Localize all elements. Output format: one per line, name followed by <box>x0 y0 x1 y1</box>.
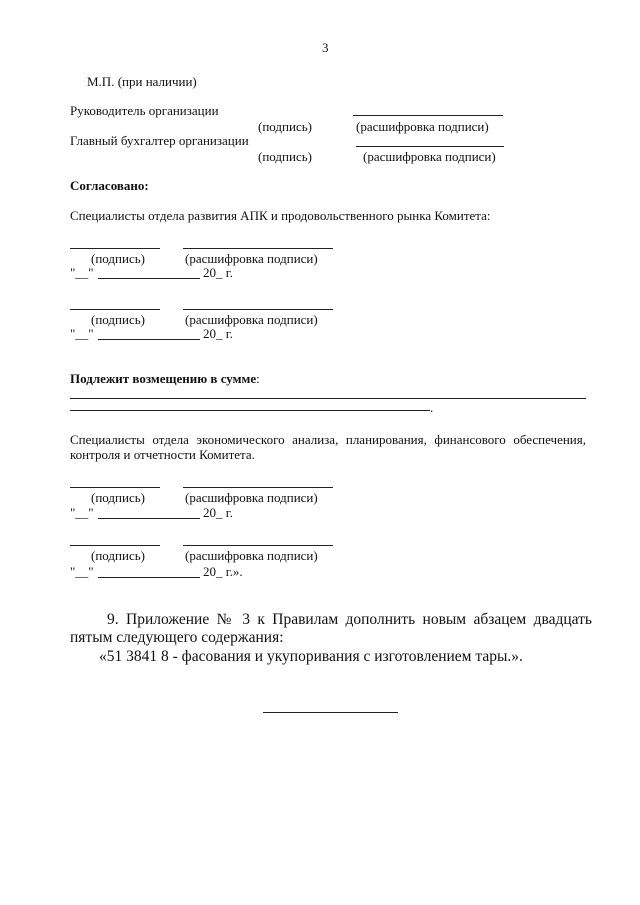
apk2-transcript-line <box>183 309 333 310</box>
econ2-signature-caption: (подпись) <box>91 548 145 563</box>
econ1-transcript-line <box>183 487 333 488</box>
head-transcript-caption: (расшифровка подписи) <box>356 119 489 134</box>
closing-separator-line <box>263 712 398 713</box>
econ2-date-month-line <box>98 577 200 578</box>
page-number: 3 <box>322 40 329 55</box>
apk2-transcript-caption: (расшифровка подписи) <box>185 312 318 327</box>
econ2-date-day: "__" <box>70 564 94 579</box>
head-transcript-line <box>353 115 503 116</box>
econ2-transcript-line <box>183 545 333 546</box>
amendment-line-3: «51 3841 8 - фасования и укупоривания с изготовлением тары.». <box>99 648 523 665</box>
chief-accountant-label: Главный бухгалтер организации <box>70 133 249 148</box>
econ1-date-year: 20_ г. <box>203 505 233 520</box>
amendment-line-1: 9. Приложение № 3 к Правилам дополнить новым абзацем двадцать <box>107 611 592 628</box>
apk1-transcript-caption: (расшифровка подписи) <box>185 251 318 266</box>
reimbursement-end-dot: . <box>430 400 434 415</box>
economic-specialists-line-1: Специалисты отдела экономического анализа, планирования, финансового обеспечения, <box>70 432 586 447</box>
apk1-transcript-line <box>183 248 333 249</box>
apk1-date-year: 20_ г. <box>203 265 233 280</box>
stamp-place-label: М.П. (при наличии) <box>87 74 197 89</box>
econ2-date-year: 20_ г.». <box>203 564 243 579</box>
econ1-date-day: "__" <box>70 505 94 520</box>
apk2-signature-caption: (подпись) <box>91 312 145 327</box>
econ1-signature-caption: (подпись) <box>91 490 145 505</box>
apk1-date-month-line <box>98 278 200 279</box>
amendment-line-2: пятым следующего содержания: <box>70 629 284 646</box>
apk2-date-month-line <box>98 339 200 340</box>
chief-accountant-transcript-line <box>356 146 504 147</box>
econ2-transcript-caption: (расшифровка подписи) <box>185 548 318 563</box>
head-of-organization-label: Руководитель организации <box>70 103 219 118</box>
econ1-signature-line <box>70 487 160 488</box>
econ2-signature-line <box>70 545 160 546</box>
apk1-signature-caption: (подпись) <box>91 251 145 266</box>
reimbursement-label-text: Подлежит возмещению в сумме <box>70 371 257 386</box>
econ1-transcript-caption: (расшифровка подписи) <box>185 490 318 505</box>
apk1-signature-line <box>70 248 160 249</box>
reimbursement-label <box>70 371 260 386</box>
head-signature-caption: (подпись) <box>258 119 312 134</box>
apk-specialists-label: Специалисты отдела развития АПК и продовольственного рынка Комитета: <box>70 208 491 223</box>
econ1-date-month-line <box>98 518 200 519</box>
apk2-date-day: "__" <box>70 326 94 341</box>
reimbursement-line-2 <box>70 410 430 411</box>
reimbursement-line-1 <box>70 398 586 399</box>
chief-accountant-signature-caption: (подпись) <box>258 149 312 164</box>
economic-specialists-line-2: контроля и отчетности Комитета. <box>70 447 255 462</box>
agreed-heading: Согласовано: <box>70 178 149 193</box>
reimbursement-colon: : <box>256 371 260 386</box>
apk1-date-day: "__" <box>70 265 94 280</box>
apk2-date-year: 20_ г. <box>203 326 233 341</box>
apk2-signature-line <box>70 309 160 310</box>
chief-accountant-transcript-caption: (расшифровка подписи) <box>363 149 496 164</box>
